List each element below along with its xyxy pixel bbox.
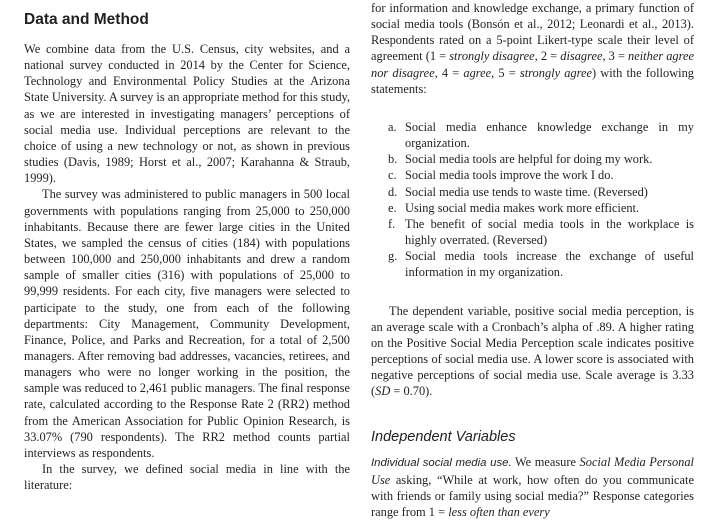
statement-label: f. <box>388 216 396 231</box>
run-in-heading: Individual social media use. <box>371 457 512 470</box>
statement-item <box>388 248 694 280</box>
statement-label: e. <box>388 200 397 215</box>
paragraph-likert-intro: for information and knowledge exchange, a primary function of social media tools (Bonsón et al., 2012; Leonardi et al., 2013). Respondents rated on a 5-point Likert-type scale their level of agreement (1 = strongly disagree, 2 = disagree, 3 = neither agree nor disagree, 4 = agree, 5 = strongly agree) with the following statements: <box>371 1 694 96</box>
statement-list <box>388 119 694 281</box>
paragraph-dependent-variable: The dependent variable, positive social media perception, is an average scale with a Cronbach’s alpha of .89. A higher rating on the Positive Social Media Perception scale indicates positive perceptions of social media use. A lower score is associated with negative perceptions of social media use. Scale average is 3.33 (SD = 0.70). <box>371 303 694 399</box>
statement-label: a. <box>388 119 397 134</box>
statement-item <box>388 119 694 151</box>
paragraph-individual-social-media-use: Individual social media use. We measure Social Media Personal Use asking, “While at work, how often do you communicate with friends or family using social media?” Response categories range from 1 = less often than every <box>371 455 695 519</box>
statement-text: Social media tools improve the work I do. <box>405 168 614 183</box>
statement-item <box>388 184 694 200</box>
statement-text: Social media use tends to waste time. (Reversed) <box>405 184 648 199</box>
statement-label: c. <box>388 168 397 183</box>
paragraph-social-media-definition: In the survey, we defined social media in line with the literature: <box>24 462 350 493</box>
subsection-heading-independent-variables: Independent Variables <box>371 429 516 446</box>
paragraph-data-sources: We combine data from the U.S. Census, city websites, and a national survey conducted in 2014 by the Center for Science, Technology and Environmental Policy Studies at the Arizona State University. A survey is an appropriate method for this study, as we are interested in investigating managers’ perceptions of social media use. Individual perceptions are relevant to the choice of using a new technology or not, as shown in previous studies (Davis, 1989; Horst et al., 2007; Karahanna & Straub, 1999). <box>24 42 351 186</box>
statement-text: The benefit of social media tools in the workplace is highly overrated. (Reversed) <box>405 216 694 248</box>
statement-item <box>388 167 694 183</box>
statement-text: Social media enhance knowledge exchange in my organization. <box>405 119 694 151</box>
statement-text: Using social media makes work more efficient. <box>405 200 640 215</box>
statement-text: Social media tools increase the exchange of useful information in my organization. <box>405 249 694 280</box>
section-heading-data-and-method: Data and Method <box>24 11 149 28</box>
paragraph-survey-administration: The survey was administered to public managers in 500 local governments with populations ranging from 25,000 to 250,000 inhabitants. Because there are fewer large cities in the United States, we sampled the census of cities (184) with populations between 100,000 and 250,000 inhabitants and drew a random sample of smaller cities (316) with populations of 25,000 to 99,999 residents. For each city, five managers were selected to participate to the study, one from each of the following departments: City Management, Community Development, Finance, Police, and Parks and Recreation, for a total of 2,500 managers. After removing bad addresses, vacancies, retirees, and managers who were no longer working in the position, the sample was reduced to 2,461 public managers. The final response rate, calculated according to the Response Rate 2 (RR2) method from the American Association for Public Opinion Research, is 33.07% (790 respondents). The RR2 method counts partial interviews as respondents. <box>24 187 350 460</box>
statement-label: g. <box>388 249 398 264</box>
statement-text: Social media tools are helpful for doing my work. <box>405 152 653 167</box>
statement-item <box>388 216 694 248</box>
right-column <box>371 0 694 518</box>
left-column <box>24 0 350 518</box>
statement-item <box>388 200 694 216</box>
statement-label: b. <box>388 152 398 167</box>
statement-item <box>388 151 694 167</box>
statement-label: d. <box>388 184 398 199</box>
